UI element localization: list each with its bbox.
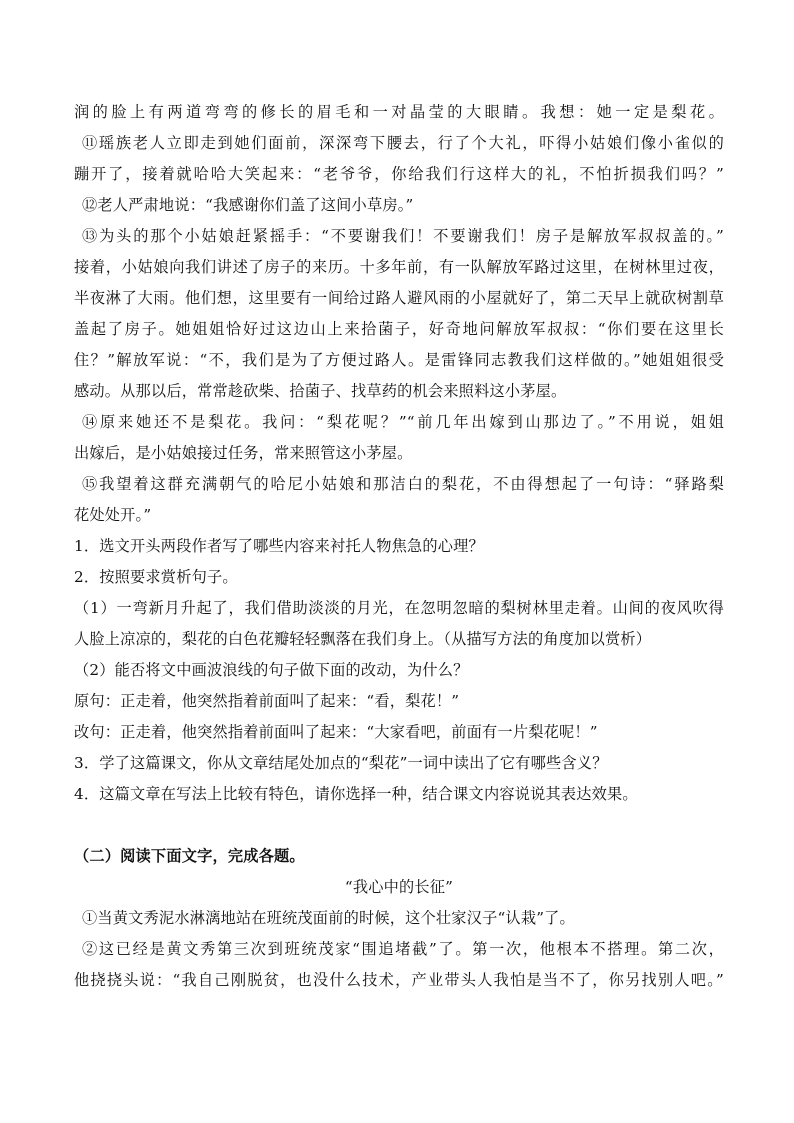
question-3: 3．学了这篇课文，你从文章结尾处加点的“梨花”一词中读出了它有哪些含义？	[74, 754, 608, 772]
paragraph-line: 住？”解放军说：“不，我们是为了方便过路人。是雷锋同志教我们这样做的。”她姐姐很受	[74, 351, 724, 369]
question-4: 4．这篇文章在写法上比较有特色，请你选择一种，结合课文内容说说其表达效果。	[74, 785, 638, 803]
question-2-part-1-line: （1）一弯新月升起了，我们借助淡淡的月光，在忽明忽暗的梨树林里走着。山间的夜风吹得	[74, 599, 724, 617]
paragraph-15-line: ⑮我望着这群充满朝气的哈尼小姑娘和那洁白的梨花，不由得想起了一句诗：“驿路梨	[82, 475, 724, 493]
revised-sentence: 改句：正走着，他突然指着前面叫了起来：“大家看吧，前面有一片梨花呢！”	[74, 723, 598, 741]
section-2-heading: （二）阅读下面文字，完成各题。	[74, 847, 305, 865]
question-2-part-2: （2）能否将文中画波浪线的句子做下面的改动，为什么？	[74, 661, 469, 679]
paragraph-line: 接着，小姑娘向我们讲述了房子的来历。十多年前，有一队解放军路过这里，在树林里过夜，	[74, 258, 724, 276]
paragraph-line: 感动。从那以后，常常趁砍柴、拾菌子、找草药的机会来照料这小茅屋。	[74, 382, 567, 400]
paragraph-11-line: ⑪瑶族老人立即走到她们面前，深深弯下腰去，行了个大礼，吓得小姑娘们像小雀似的	[82, 134, 724, 152]
article-paragraph-2-line: ②这已经是黄文秀第三次到班统茂家“围追堵截”了。第一次，他根本不搭理。第二次，	[82, 940, 724, 958]
paragraph-line: 出嫁后，是小姑娘接过任务，常来照管这小茅屋。	[74, 444, 413, 462]
paragraph-line: 蹦开了，接着就哈哈大笑起来：“老爷爷，你给我们行这样大的礼，不怕折损我们吗？”	[74, 165, 724, 183]
paragraph-14-line: ⑭原来她还不是梨花。我问：“梨花呢？”“前几年出嫁到山那边了。”不用说，姐姐	[82, 413, 724, 431]
section-gap	[74, 810, 724, 841]
article-paragraph-1: ①当黄文秀泥水淋漓地站在班统茂面前的时候，这个壮家汉子“认栽”了。	[82, 909, 575, 927]
article-title: “我心中的长征”	[344, 878, 454, 896]
question-2: 2．按照要求赏析句子。	[74, 568, 238, 586]
paragraph-12-line: ⑫老人严肃地说：“我感谢你们盖了这间小草房。”	[82, 196, 414, 214]
paragraph-line: 半夜淋了大雨。他们想，这里要有一间给过路人避风雨的小屋就好了，第二天早上就砍树割草	[74, 289, 724, 307]
paragraph-line: 润的脸上有两道弯弯的修长的眉毛和一对晶莹的大眼睛。我想：她一定是梨花。	[74, 103, 724, 121]
document-content	[74, 97, 724, 996]
paragraph-13-line: ⑬为头的那个小姑娘赶紧摇手：“不要谢我们！不要谢我们！房子是解放军叔叔盖的。”	[82, 227, 724, 245]
article-paragraph-2-line: 他挠挠头说：“我自己刚脱贫，也没什么技术，产业带头人我怕是当不了，你另找别人吧。”	[74, 971, 724, 989]
paragraph-line: 盖起了房子。她姐姐恰好过这边山上来拾菌子，好奇地问解放军叔叔：“你们要在这里长	[74, 320, 724, 338]
question-2-part-1-line: 人脸上凉凉的，梨花的白色花瓣轻轻飘落在我们身上。（从描写方法的角度加以赏析）	[74, 630, 652, 648]
paragraph-line: 花处处开。”	[74, 506, 152, 524]
question-1: 1．选文开头两段作者写了哪些内容来衬托人物焦急的心理？	[74, 537, 484, 555]
original-sentence: 原句：正走着，他突然指着前面叫了起来：“看，梨花！”	[74, 692, 460, 710]
